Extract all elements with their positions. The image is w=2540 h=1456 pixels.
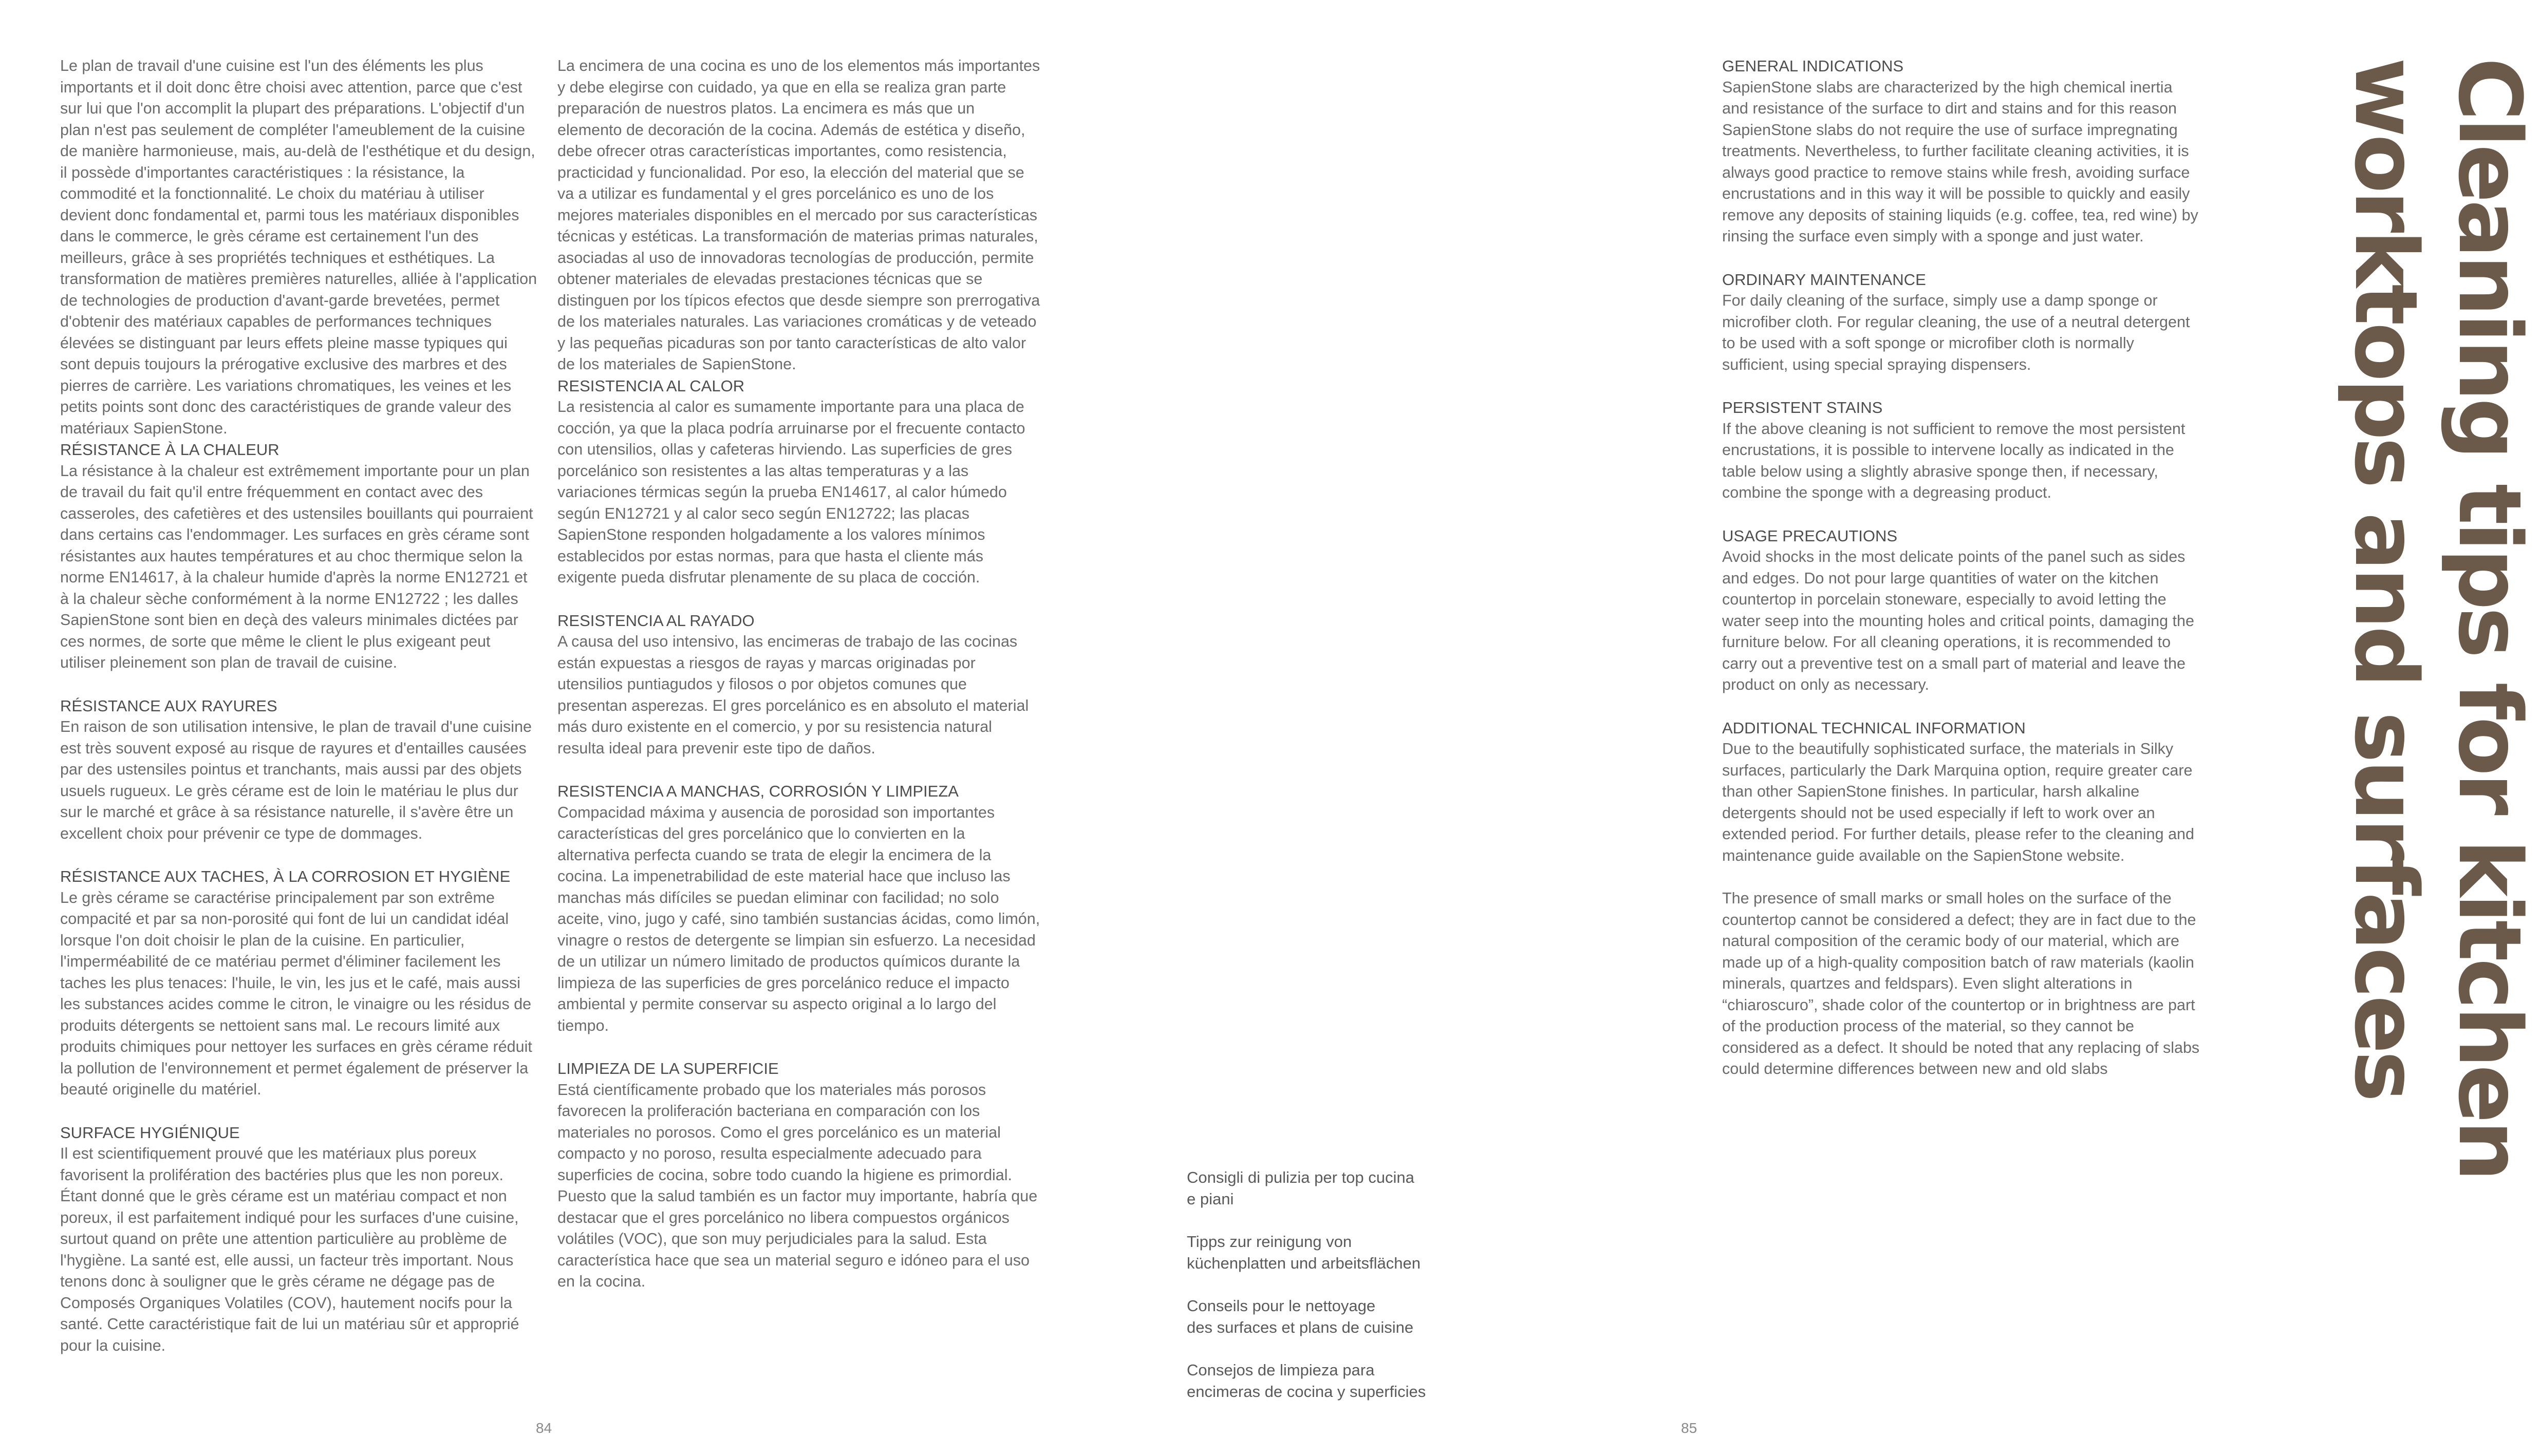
french-section-scratch (60, 695, 538, 845)
english-column (1722, 55, 2200, 1080)
section-text: A causa del uso intensivo, las encimeras de trabajo de las cocinas están expuestas a riesgos de rayas y marcas originadas por utensilios puntiagudos y filosos o por objetos comunes que presentan asperezas. El gres porcelánico es en absoluto el material más duro existente en el comercio, y por su resistencia natural resulta ideal para prevenir este tipo de daños. (557, 633, 1029, 757)
french-section-hygiene (60, 1122, 538, 1357)
spanish-section-heat (557, 375, 1040, 589)
english-section-persistent (1722, 397, 2200, 504)
spanish-section-stains (557, 781, 1040, 1036)
french-column (60, 55, 538, 1378)
title-line-1: Cleaning tips for kitchen (2439, 58, 2540, 1179)
section-heading: RESISTENCIA AL RAYADO (557, 611, 755, 630)
french-intro: Le plan de travail d'une cuisine est l'un des éléments les plus importants et il doit donc être choisi avec attention, parce que c'est sur lui que l'on accomplit la plupart des préparations. L'objectif d'un plan n'est pas seulement de compléter l'ameublement de la cuisine de manière harmonieuse, mais, au-delà de l'esthétique et du design, il possède d'importantes caractéristiques : la résistance, la commodité et la fonctionnalité. Le choix du matériau à utiliser devient donc fondamental et, parmi tous les matériaux disponibles dans le commerce, le grès cérame est certainement l'un des meilleurs, grâce à ses propriétés techniques et esthétiques. La transformation de matières premières naturelles, alliée à l'application de technologies de production d'avant-garde brevetées, permet d'obtenir des matériaux capables de performances techniques élevées se distinguant par leurs effets pleine masse typiques qui sont depuis toujours la prérogative exclusive des marbres et des pierres de carrière. Les variations chromatiques, les veines et les petits points sont donc des caractéristiques de grande valeur des matériaux SapienStone. (60, 57, 537, 437)
section-heading: RESISTENCIA AL CALOR (557, 376, 745, 395)
section-text: Avoid shocks in the most delicate points of the panel such as sides and edges. Do not pour large quantities of water on the kitchen countertop in porcelain stoneware, especially to avoid letting the water seep into the mounting holes and critical points, damaging the furniture below. For all cleaning operations, it is recommended to carry out a preventive test on a small part of material and leave the product on only as necessary. (1722, 548, 2194, 693)
section-text: SapienStone slabs are characterized by the high chemical inertia and resistance of the surface to dirt and stains and for this reason SapienStone slabs do not require the use of surface impregnating treatments. Nevertheless, to further facilitate cleaning activities, it is always good practice to remove stains while fresh, avoiding surface encrustations and in this way it will be possible to quickly and easily remove any deposits of staining liquids (e.g. coffee, tea, red wine) by rinsing the surface even simply with a sponge and just water. (1722, 78, 2198, 245)
spanish-intro: La encimera de una cocina es uno de los elementos más importantes y debe elegirse con cuidado, ya que en ella se realiza gran parte preparación de nuestros platos. La encimera es más que un elemento de decoración de la cocina. Además de estética y diseño, debe ofrecer otras características importantes, como resistencia, practicidad y funcionalidad. Por eso, la elección del material que se va a utilizar es fundamental y el gres porcelánico es uno de los mejores materiales disponibles en el mercado por sus características técnicas y estéticas. La transformación de materias primas naturales, asociadas al uso de innovadoras tecnologías de producción, permite obtener materiales de elevadas prestaciones técnicas que se distinguen por los típicos efectos que desde siempre son prerrogativa de los materiales naturales. Las variaciones cromáticas y de veteado y las pequeñas picaduras son por tanto características de alto valor de los materiales de SapienStone. (557, 57, 1040, 373)
spanish-section-scratch (557, 610, 1040, 760)
section-heading: SURFACE HYGIÉNIQUE (60, 1123, 240, 1142)
english-closing: The presence of small marks or small holes on the surface of the countertop cannot be considered a defect; they are in fact due to the natural composition of the ceramic body of our material, which are made up of a high-quality composition batch of raw materials (kaolin minerals, quartzes and feldspars). Even slight alterations in “chiaroscuro”, shade color of the countertop or in brightness are part of the production process of the material, so they cannot be considered as a defect. It should be noted that any replacing of slabs could determine differences between new and old slabs (1722, 890, 2200, 1077)
section-heading: LIMPIEZA DE LA SUPERFICIE (557, 1060, 779, 1077)
section-text: Está científicamente probado que los materiales más porosos favorecen la proliferación bacteriana en comparación con los materiales no porosos. Como el gres porcelánico es un material compacto y no poroso, resulta especialmente adecuado para superficies de cocina, sobre todo cuando la higiene es primordial. Puesto que la salud también es un factor muy importante, habría que destacar que el gres porcelánico no libera compuestos orgánicos volátiles (VOC), que son muy perjudiciales para la salud. Esta característica hace que sea un material seguro e idóneo para el uso en la cocina. (557, 1081, 1038, 1290)
page-number-left: 84 (536, 1420, 552, 1436)
section-text: Il est scientifiquement prouvé que les matériaux plus poreux favorisent la prolifération des bactéries plus que les non poreux. Étant donné que le grès cérame est un matériau compact et non poreux, il est parfaitement indiqué pour les surfaces d'une cuisine, surtout quand on prête une attention particulière au problème de l'hygiène. La santé est, elle aussi, un facteur très important. Nous tenons donc à souligner que le grès cérame ne dégage pas de Composés Organiques Volatiles (COV), hautement nocifs pour la santé. Cette caractéristique fait de lui un matériau sûr et approprié pour la cuisine. (60, 1145, 519, 1354)
spanish-section-hygiene (557, 1058, 1040, 1293)
section-text: En raison de son utilisation intensive, le plan de travail d'une cuisine est très souvent exposé au risque de rayures et d'entailles causées par des ustensiles pointus et tranchants, mais aussi par des objets usuels rugueux. Le grès cérame est de loin le matériau le plus dur sur le marché et grâce à sa résistance naturelle, il s'avère être un excellent choix pour prévenir ce type de dommages. (60, 718, 532, 842)
section-text: La resistencia al calor es sumamente importante para una placa de cocción, ya que la placa podría arruinarse por el frecuente contacto con utensilios, ollas y cafeteras hirviendo. Las superficies de gres porcelánico son resistentes a las altas temperaturas y a las variaciones térmicas según la prueba EN14617, al calor húmedo según EN12721 y al calor seco según EN12722; las placas SapienStone responden holgadamente a los valores mínimos establecidos por estas normas, para que hasta el cliente más exigente pueda disfrutar plenamente de su placa de cocción. (557, 398, 1025, 586)
section-heading: USAGE PRECAUTIONS (1722, 526, 1898, 545)
french-section-stains (60, 866, 538, 1101)
section-heading: RESISTENCIA A MANCHAS, CORROSIÓN Y LIMPIEZA (557, 782, 959, 800)
translation-french: Conseils pour le nettoyage des surfaces et plans de cuisine (1187, 1297, 1414, 1336)
english-section-technical (1722, 717, 2200, 867)
translation-italian: Consigli di pulizia per top cucina e piani (1187, 1168, 1414, 1208)
section-text: For daily cleaning of the surface, simply use a damp sponge or microfiber cloth. For regular cleaning, the use of a neutral detergent to be used with a soft sponge or microfiber cloth is normally sufficient, using special spraying dispensers. (1722, 292, 2190, 373)
section-heading: RÉSISTANCE AUX RAYURES (60, 696, 277, 715)
spanish-column (557, 55, 1040, 1314)
section-heading: RÉSISTANCE AUX TACHES, À LA CORROSION ET HYGIÈNE (60, 867, 511, 885)
section-text: La résistance à la chaleur est extrêmement importante pour un plan de travail du fait qu'il entre fréquemment en contact avec des casseroles, des cafetières et des ustensiles bouillants qui pourraient dans certains cas l'endommager. Les surfaces en grès cérame sont résistantes aux hautes températures et au choc thermique selon la norme EN14617, à la chaleur humide d'après la norme EN12721 et à la chaleur sèche conformément à la norme EN12722 ; les dalles SapienStone sont bien en deçà des valeurs minimales dictées par ces normes, de sorte que même le client le plus exigeant peut utiliser pleinement son plan de travail de cuisine. (60, 462, 533, 671)
french-section-heat (60, 439, 538, 674)
english-section-ordinary (1722, 269, 2200, 376)
section-heading: ADDITIONAL TECHNICAL INFORMATION (1722, 718, 2026, 737)
english-section-precautions (1722, 525, 2200, 696)
title-translations (1187, 1167, 1474, 1424)
section-heading: ORDINARY MAINTENANCE (1722, 270, 1926, 289)
section-heading: PERSISTENT STAINS (1722, 399, 1883, 417)
section-text: Due to the beautifully sophisticated surface, the materials in Silky surfaces, particularly the Dark Marquina option, require greater care than other SapienStone finishes. In particular, harsh alkaline detergents should not be used especially if left to work over an extended period. For further details, please refer to the cleaning and maintenance guide available on the SapienStone website. (1722, 740, 2194, 864)
translation-german: Tipps zur reinigung von küchenplatten und arbeitsflächen (1187, 1233, 1421, 1272)
section-heading: RÉSISTANCE À LA CHALEUR (60, 441, 279, 459)
english-section-general (1722, 55, 2200, 248)
title-line-2: worktops and surfaces (2336, 58, 2436, 1099)
translation-spanish: Consejos de limpieza para encimeras de cocina y superficies (1187, 1361, 1426, 1401)
page-number-right: 85 (1681, 1420, 1697, 1436)
section-text: Compacidad máxima y ausencia de porosidad son importantes características del gres porcelánico que lo convierten en la alternativa perfecta cuando se trata de elegir la encimera de la cocina. La impenetrabilidad de este material hace que incluso las manchas más difíciles se puedan eliminar con facilidad; no solo aceite, vino, jugo y café, sino también sustancias ácidas, como limón, vinagre o restos de detergente se limpian sin esfuerzo. La necesidad de un utilizar un número limitado de productos químicos durante la limpieza de las superficies de gres porcelánico reduce el impacto ambiental y permite conservar su aspecto original a lo largo del tiempo. (557, 803, 1040, 1034)
section-text: Le grès cérame se caractérise principalement par son extrême compacité et par sa non-porosité qui font de lui un candidat idéal lorsque l'on doit choisir le plan de la cuisine. En particulier, l'imperméabilité de ce matériau permet d'éliminer facilement les taches les plus tenaces: l'huile, le vin, les jus et le café, mais aussi les substances acides comme le citron, le vinaigre ou les résidus de produits détergents se nettoient sans mal. Le recours limité aux produits chimiques pour nettoyer les surfaces en grès cérame réduit la pollution de l'environnement et permet également de préserver la beauté originelle du matériel. (60, 888, 532, 1098)
section-heading: GENERAL INDICATIONS (1722, 57, 1904, 75)
section-text: If the above cleaning is not sufficient to remove the most persistent encrustations, it is possible to intervene locally as indicated in the table below using a slightly abrasive sponge then, if necessary, combine the sponge with a degreasing product. (1722, 420, 2186, 501)
